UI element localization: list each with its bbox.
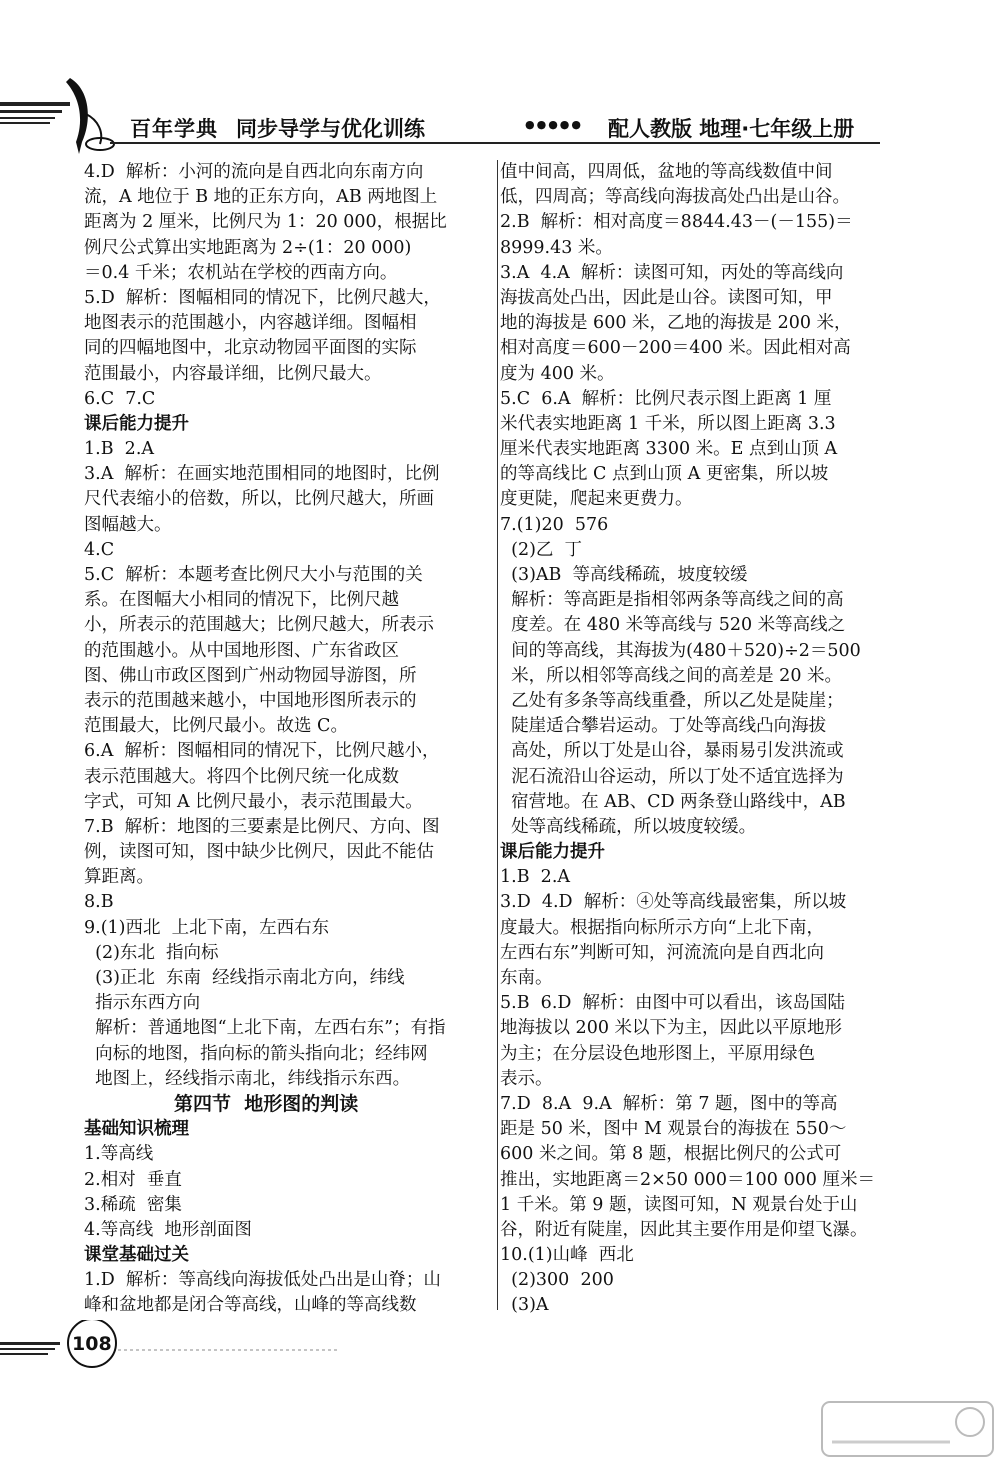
answer-line: 1 千米。第 9 题，读图可知，N 观景台处于山 (500, 1194, 858, 1215)
answer-line: 图、佛山市政区图到广州动物园导游图，所 (84, 665, 417, 686)
answer-line: 峰和盆地都是闭合等高线，山峰的等高线数 (84, 1295, 417, 1316)
answer-line: 流，A 地位于 B 地的正东方向，AB 两地图上 (84, 187, 438, 208)
answer-line: 海拔高处凸出，因此是山谷。读图可知，甲 (500, 287, 833, 308)
answer-line: 7.D 8.A 9.A 解析：第 7 题，图中的等高 (500, 1093, 838, 1114)
answer-line: 系。在图幅大小相同的情况下，比例尺越 (84, 590, 399, 611)
answer-line: 尺代表缩小的倍数，所以，比例尺越大，所画 (84, 489, 434, 510)
answer-line: 米代表实地距离 1 千米，所以图上距离 3.3 (500, 413, 836, 434)
answer-line: 值中间高，四周低，盆地的等高线数值中间 (500, 162, 833, 182)
answer-line: 距离为 2 厘米，比例尺为 1：20 000，根据比 (84, 212, 447, 233)
answer-line: 表示范围越大。将四个比例尺统一化成数 (84, 766, 399, 787)
section-heading: 课后能力提升 (84, 413, 189, 434)
answer-line: 同的四幅地图中，北京动物园平面图的实际 (84, 338, 417, 359)
answer-line: (3)A (500, 1295, 549, 1316)
watermark-stamp (820, 1400, 995, 1458)
right-column (500, 160, 900, 1319)
answer-line: 度最大。根据指向标所示方向“上北下南， (500, 917, 824, 938)
answer-line: 5.D 解析：图幅相同的情况下，比例尺越大， (84, 287, 441, 308)
answer-line: (3)AB 等高线稀疏，坡度较缓 (500, 565, 748, 585)
edition-subject-grade: 配人教版 地理·七年级上册 (608, 117, 855, 141)
answer-line: 左西右东”判断可知，河流流向是自西北向 (500, 942, 824, 963)
answer-line: 3.A 4.A 解析：读图可知，丙处的等高线向 (500, 262, 844, 283)
section-heading: 课后能力提升 (500, 842, 605, 863)
answer-line: 宿营地。在 AB、CD 两条登山路线中，AB (500, 791, 846, 812)
answer-line: 相对高度＝600－200＝400 米。因此相对高 (500, 338, 851, 359)
answer-line: 5.C 解析：本题考查比例尺大小与范围的关 (84, 565, 423, 585)
answer-line: 解析：普通地图“上北下南，左西右东”；有指 (84, 1018, 446, 1039)
answer-line: 6.C 7.C (84, 388, 156, 409)
answer-line: 地图上，经线指示南北，纬线指示东西。 (84, 1068, 411, 1089)
answer-line: 地图表示的范围越小，内容越详细。图幅相 (84, 313, 417, 334)
brand-title: 百年学典 (130, 117, 218, 141)
page-number: 108 (72, 1333, 112, 1355)
answer-line: 3.D 4.D 解析：④处等高线最密集，所以坡 (500, 892, 847, 913)
answer-line: 小，所表示的范围越大；比例尺越大，所表示 (84, 615, 434, 636)
answer-line: 6.A 解析：图幅相同的情况下，比例尺越小， (84, 741, 440, 762)
answer-line: 的范围越小。从中国地形图、广东省政区 (84, 640, 399, 661)
answer-line: 范围最小，内容最详细，比例尺最大。 (84, 363, 382, 384)
answer-line: 600 米之间。第 8 题，根据比例尺的公式可 (500, 1144, 842, 1165)
answer-line: 向标的地图，指向标的箭头指向北；经纬网 (84, 1043, 428, 1064)
answer-line: 间的等高线，其海拔为(480＋520)÷2＝500 (500, 640, 861, 661)
answer-line: 3.稀疏 密集 (84, 1194, 182, 1215)
answer-line: 1.等高线 (84, 1144, 154, 1165)
answer-line: 乙处有多条等高线重叠，所以乙处是陡崖； (500, 690, 844, 711)
answer-line: 厘米代表实地距离 3300 米。E 点到山顶 A (500, 439, 838, 460)
answer-line: 例，读图可知，图中缺少比例尺，因此不能估 (84, 842, 434, 863)
answer-line: 地的海拔是 600 米，乙地的海拔是 200 米， (500, 313, 852, 334)
answer-line: 8999.43 米。 (500, 237, 613, 258)
answer-line: 1.D 解析：等高线向海拔低处凸出是山脊；山 (84, 1270, 441, 1291)
answer-line: 地海拔以 200 米以下为主，因此以平原地形 (500, 1018, 843, 1039)
answer-line: 5.B 6.D 解析：由图中可以看出，该岛国陆 (500, 993, 846, 1014)
answer-line: 范围最大，比例尺最小。故选 C。 (84, 716, 348, 737)
answer-line: 2.相对 垂直 (84, 1169, 182, 1190)
answer-line: (3)正北 东南 经线指示南北方向，纬线 (84, 968, 405, 988)
answer-line: 4.C (84, 539, 115, 560)
answer-line: 4.等高线 地形剖面图 (84, 1219, 252, 1240)
page-header (0, 0, 1000, 160)
quill-pen-logo (0, 70, 115, 160)
section-heading: 基础知识梳理 (84, 1119, 189, 1140)
answer-line: 度更陡，爬起来更费力。 (500, 489, 693, 510)
answer-line: 解析：等高距是指相邻两条等高线之间的高 (500, 590, 844, 611)
answer-line: 东南。 (500, 968, 553, 988)
answer-line: 的等高线比 C 点到山顶 A 更密集，所以坡 (500, 464, 829, 485)
answer-line: 9.(1)西北 上北下南，左西右东 (84, 917, 330, 938)
answer-line: 指示东西方向 (84, 993, 201, 1014)
answer-line: ＝0.4 千米；农机站在学校的西南方向。 (84, 262, 398, 283)
answer-line: 谷，附近有陡崖，因此其主要作用是仰望飞瀑。 (500, 1219, 868, 1240)
answer-line: 表示。 (500, 1068, 553, 1089)
answer-line: 处等高线稀疏，所以坡度较缓。 (500, 816, 757, 837)
answer-line: 度为 400 米。 (500, 363, 615, 384)
left-column (84, 160, 484, 1319)
answer-line: 泥石流沿山谷运动，所以丁处不适宜选择为 (500, 766, 844, 787)
answer-line: 1.B 2.A (84, 439, 155, 460)
answer-line: 7.(1)20 576 (500, 514, 609, 535)
answer-line: 米，所以相邻等高线之间的高差是 20 米。 (500, 665, 843, 686)
answer-line: 算距离。 (84, 867, 154, 888)
answer-line: 例尺公式算出实地距离为 2÷(1：20 000) (84, 237, 412, 258)
answer-line: 7.B 解析：地图的三要素是比例尺、方向、图 (84, 816, 440, 837)
answer-line: (2)乙 丁 (500, 539, 583, 560)
answer-line: 距是 50 米，图中 M 观景台的海拔在 550～ (500, 1119, 847, 1140)
answer-line: (2)300 200 (500, 1270, 614, 1291)
answer-line: 为主；在分层设色地形图上，平原用绿色 (500, 1043, 815, 1064)
section-heading: 课堂基础过关 (84, 1245, 189, 1266)
answer-line: 字式，可知 A 比例尺最小，表示范围最大。 (84, 791, 423, 812)
answer-line: 表示的范围越来越小，中国地形图所表示的 (84, 690, 417, 711)
decorative-dots: ●●●●● (525, 118, 583, 131)
header-rule (110, 142, 880, 144)
column-divider (497, 160, 498, 1310)
answer-line: 推出，实地距离＝2×50 000＝100 000 厘米＝ (500, 1169, 875, 1190)
answer-line: 陡崖适合攀岩运动。丁处等高线凸向海拔 (500, 716, 827, 737)
footer-ornament (0, 1320, 400, 1390)
answer-line: 1.B 2.A (500, 867, 571, 888)
answer-line: 3.A 解析：在画实地范围相同的地图时，比例 (84, 464, 440, 485)
answer-line: 度差。在 480 米等高线与 520 米等高线之 (500, 615, 846, 636)
answer-line: (2)东北 指向标 (84, 942, 219, 963)
answer-line: 4.D 解析：小河的流向是自西北向东南方向 (84, 162, 424, 182)
answer-line: 10.(1)山峰 西北 (500, 1245, 634, 1266)
answer-line: 高处，所以丁处是山谷，暴雨易引发洪流或 (500, 741, 844, 762)
series-title: 同步导学与优化训练 (236, 117, 425, 141)
answer-line: 2.B 解析：相对高度＝8844.43－(－155)＝ (500, 212, 853, 233)
answer-line: 8.B (84, 892, 114, 913)
answer-line: 5.C 6.A 解析：比例尺表示图上距离 1 厘 (500, 388, 832, 409)
answer-line: 图幅越大。 (84, 514, 172, 535)
answer-line: 低，四周高；等高线向海拔高处凸出是山谷。 (500, 187, 850, 208)
page-footer (0, 1320, 400, 1390)
chapter-title: 第四节 地形图的判读 (174, 1092, 359, 1115)
